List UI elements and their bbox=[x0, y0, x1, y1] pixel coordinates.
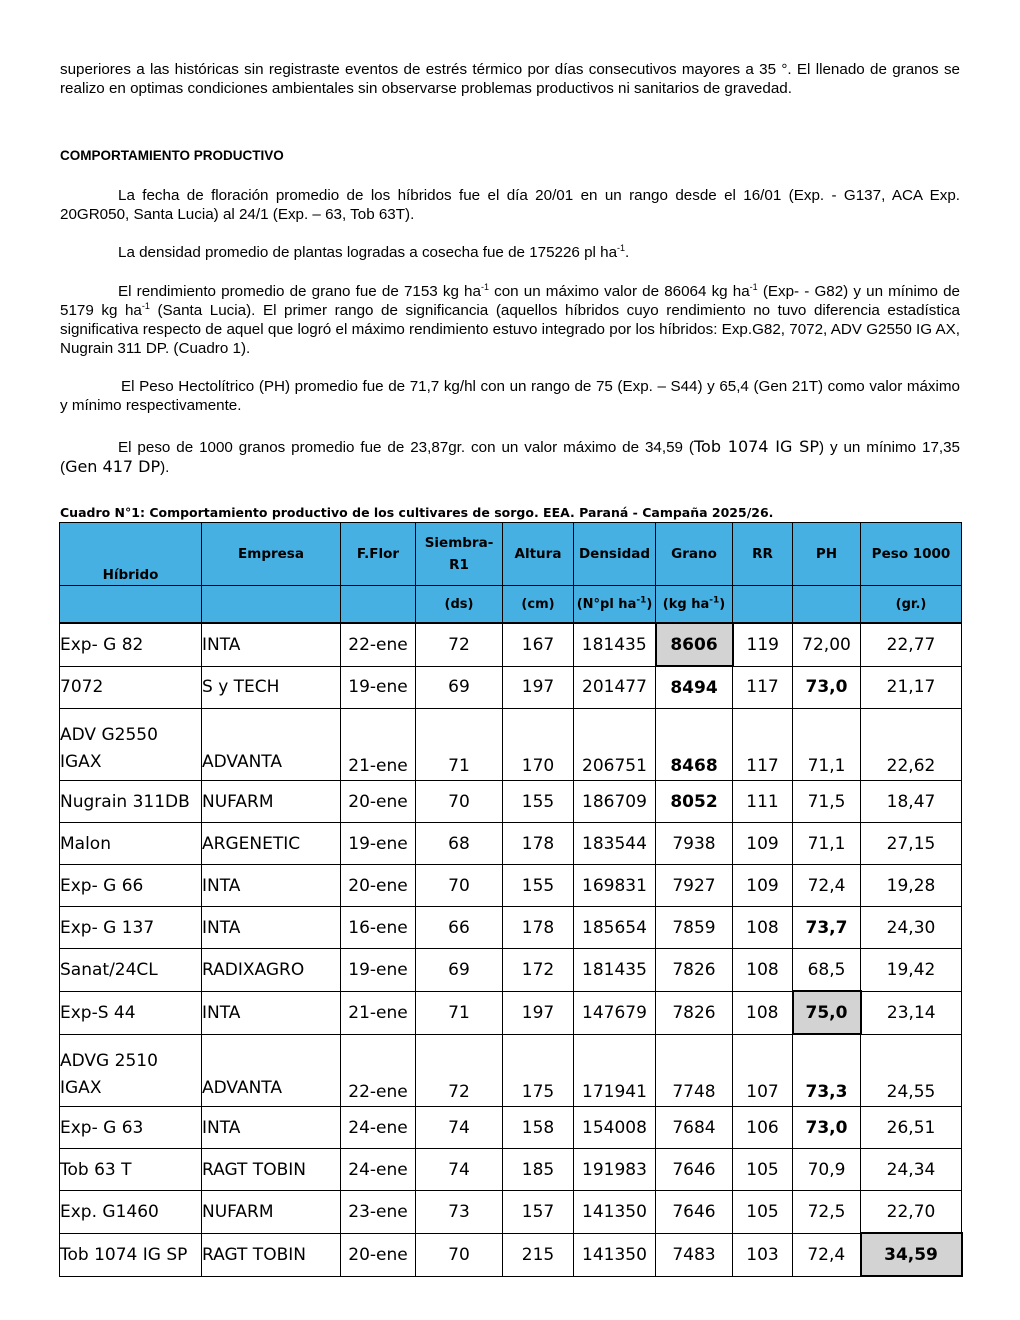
cell-siembra: 74 bbox=[416, 1107, 503, 1149]
cell-peso: 21,17 bbox=[861, 666, 962, 709]
results-table bbox=[59, 522, 963, 1277]
cell-peso: 24,55 bbox=[861, 1034, 962, 1107]
cell-hibrido: Exp- G 137 bbox=[60, 907, 202, 949]
unit-kgha-text: (kg ha bbox=[662, 596, 710, 612]
cell-ph: 68,5 bbox=[793, 949, 861, 992]
cell-empresa: RAGT TOBIN bbox=[202, 1149, 341, 1191]
cell-empresa: INTA bbox=[202, 991, 341, 1034]
cell-peso: 19,42 bbox=[861, 949, 962, 992]
table-row bbox=[60, 1191, 962, 1234]
cell-siembra: 71 bbox=[416, 709, 503, 781]
cell-grano: 7748 bbox=[656, 1034, 733, 1107]
unit-ds: (ds) bbox=[416, 586, 503, 624]
cell-siembra: 69 bbox=[416, 949, 503, 992]
cell-ph: 71,1 bbox=[793, 709, 861, 781]
cell-grano: 8468 bbox=[656, 709, 733, 781]
cell-hibrido: Malon bbox=[60, 823, 202, 865]
cell-ph: 72,5 bbox=[793, 1191, 861, 1234]
cell-ph: 73,3 bbox=[793, 1034, 861, 1107]
table-row bbox=[60, 1233, 962, 1276]
unit-cell bbox=[793, 586, 861, 624]
unit-gr: (gr.) bbox=[861, 586, 962, 624]
cell-rr: 108 bbox=[733, 907, 793, 949]
unit-close: ) bbox=[646, 596, 653, 612]
cell-hibrido: Tob 1074 IG SP bbox=[60, 1233, 202, 1276]
cell-siembra: 71 bbox=[416, 991, 503, 1034]
cell-fflor: 21-ene bbox=[341, 709, 416, 781]
superscript: -1 bbox=[709, 595, 720, 606]
paragraph-peso-e: ). bbox=[160, 459, 170, 476]
cell-altura: 167 bbox=[503, 623, 574, 666]
table-row bbox=[60, 1034, 962, 1107]
cell-empresa: NUFARM bbox=[202, 1191, 341, 1234]
cell-siembra: 72 bbox=[416, 1034, 503, 1107]
cell-peso: 26,51 bbox=[861, 1107, 962, 1149]
cell-ph: 73,0 bbox=[793, 666, 861, 709]
cell-fflor: 22-ene bbox=[341, 1034, 416, 1107]
cell-hibrido: Exp- G 82 bbox=[60, 623, 202, 666]
paragraph-peso-d: Gen 417 DP bbox=[65, 457, 161, 476]
unit-cell bbox=[202, 586, 341, 624]
table-row bbox=[60, 781, 962, 823]
cell-peso: 18,47 bbox=[861, 781, 962, 823]
cell-densidad: 169831 bbox=[574, 865, 656, 907]
cell-empresa: RADIXAGRO bbox=[202, 949, 341, 992]
cell-altura: 197 bbox=[503, 991, 574, 1034]
table-row bbox=[60, 991, 962, 1034]
table-row bbox=[60, 949, 962, 992]
table-row bbox=[60, 666, 962, 709]
header-ph: PH bbox=[793, 523, 861, 586]
cell-empresa: INTA bbox=[202, 907, 341, 949]
cell-grano: 8606 bbox=[656, 623, 733, 666]
cell-altura: 178 bbox=[503, 823, 574, 865]
cell-densidad: 185654 bbox=[574, 907, 656, 949]
cell-hibrido: Exp- G 66 bbox=[60, 865, 202, 907]
paragraph-ph-text: El Peso Hectolítrico (PH) promedio fue de 71,7 kg/hl con un rango de 75 (Exp. – S44) y 65,4 (Gen 21T) como valor máximo y mínimo respectivamente. bbox=[60, 378, 960, 414]
cell-ph: 75,0 bbox=[793, 991, 861, 1034]
header-altura: Altura bbox=[503, 523, 574, 586]
unit-cell bbox=[60, 586, 202, 624]
cell-empresa: S y TECH bbox=[202, 666, 341, 709]
cell-densidad: 147679 bbox=[574, 991, 656, 1034]
cell-hibrido: 7072 bbox=[60, 666, 202, 709]
cell-densidad: 183544 bbox=[574, 823, 656, 865]
paragraph-densidad-end: . bbox=[625, 244, 630, 261]
cell-hibrido: Tob 63 T bbox=[60, 1149, 202, 1191]
cell-hibrido: ADV G2550 IGAX bbox=[60, 709, 202, 781]
table-row bbox=[60, 907, 962, 949]
unit-cell bbox=[341, 586, 416, 624]
cell-densidad: 206751 bbox=[574, 709, 656, 781]
header-rr: RR bbox=[733, 523, 793, 586]
paragraph-peso-hectolitrico bbox=[60, 377, 960, 415]
header-empresa: Empresa bbox=[202, 523, 341, 586]
cell-peso: 24,34 bbox=[861, 1149, 962, 1191]
cell-ph: 71,1 bbox=[793, 823, 861, 865]
table-row bbox=[60, 623, 962, 666]
cell-ph: 73,7 bbox=[793, 907, 861, 949]
cell-siembra: 72 bbox=[416, 623, 503, 666]
cell-hibrido: Exp- G 63 bbox=[60, 1107, 202, 1149]
cell-siembra: 66 bbox=[416, 907, 503, 949]
cell-altura: 157 bbox=[503, 1191, 574, 1234]
cell-grano: 7826 bbox=[656, 949, 733, 992]
cell-peso: 19,28 bbox=[861, 865, 962, 907]
cell-siembra: 69 bbox=[416, 666, 503, 709]
cell-densidad: 181435 bbox=[574, 949, 656, 992]
cell-peso: 22,70 bbox=[861, 1191, 962, 1234]
cell-grano: 7646 bbox=[656, 1149, 733, 1191]
cell-grano: 7938 bbox=[656, 823, 733, 865]
cell-rr: 105 bbox=[733, 1191, 793, 1234]
cell-densidad: 201477 bbox=[574, 666, 656, 709]
cell-densidad: 191983 bbox=[574, 1149, 656, 1191]
cell-rr: 105 bbox=[733, 1149, 793, 1191]
header-peso1000: Peso 1000 bbox=[861, 523, 962, 586]
paragraph-rendimiento-d: (Santa Lucia). El primer rango de significancia (aquellos híbridos cuyo rendimiento no tuvo diferencia estadística significativa respecto de aquel que logró el máximo rendimiento estuvo integrado por los híbridos: Exp.G82, 7072, ADV G2550 IG AX, Nugrain 311 DP. (Cuadro 1). bbox=[60, 302, 960, 357]
unit-plha bbox=[574, 586, 656, 624]
cell-siembra: 74 bbox=[416, 1149, 503, 1191]
cell-densidad: 186709 bbox=[574, 781, 656, 823]
cell-fflor: 24-ene bbox=[341, 1149, 416, 1191]
cell-hibrido: Exp-S 44 bbox=[60, 991, 202, 1034]
section-heading: COMPORTAMIENTO PRODUCTIVO bbox=[60, 148, 284, 163]
superscript: -1 bbox=[636, 595, 647, 606]
cell-fflor: 20-ene bbox=[341, 1233, 416, 1276]
cell-empresa: ADVANTA bbox=[202, 709, 341, 781]
cell-peso: 24,30 bbox=[861, 907, 962, 949]
cell-altura: 155 bbox=[503, 865, 574, 907]
superscript: -1 bbox=[749, 281, 758, 292]
header-fflor: F.Flor bbox=[341, 523, 416, 586]
unit-cm: (cm) bbox=[503, 586, 574, 624]
header-hibrido: Híbrido bbox=[60, 523, 202, 586]
table-caption: Cuadro N°1: Comportamiento productivo de los cultivares de sorgo. EEA. Paraná - Campaña 2025/26. bbox=[60, 505, 774, 520]
cell-rr: 108 bbox=[733, 949, 793, 992]
cell-fflor: 20-ene bbox=[341, 865, 416, 907]
cell-fflor: 22-ene bbox=[341, 623, 416, 666]
cell-fflor: 23-ene bbox=[341, 1191, 416, 1234]
header-grano: Grano bbox=[656, 523, 733, 586]
cell-densidad: 141350 bbox=[574, 1191, 656, 1234]
cell-grano: 7859 bbox=[656, 907, 733, 949]
header-densidad: Densidad bbox=[574, 523, 656, 586]
cell-grano: 7826 bbox=[656, 991, 733, 1034]
cell-fflor: 20-ene bbox=[341, 781, 416, 823]
cell-peso: 22,77 bbox=[861, 623, 962, 666]
cell-ph: 70,9 bbox=[793, 1149, 861, 1191]
cell-densidad: 171941 bbox=[574, 1034, 656, 1107]
cell-empresa: INTA bbox=[202, 865, 341, 907]
paragraph-intro: superiores a las históricas sin registraste eventos de estrés térmico por días consecutivos mayores a 35 °. El llenado de granos se realizo en optimas condiciones ambientales sin observarse problemas productivos ni sanitarios de gravedad. bbox=[60, 61, 960, 97]
cell-densidad: 181435 bbox=[574, 623, 656, 666]
cell-rr: 117 bbox=[733, 666, 793, 709]
cell-fflor: 19-ene bbox=[341, 666, 416, 709]
cell-ph: 72,4 bbox=[793, 865, 861, 907]
cell-altura: 215 bbox=[503, 1233, 574, 1276]
unit-close: ) bbox=[719, 596, 726, 612]
cell-grano: 7927 bbox=[656, 865, 733, 907]
cell-altura: 178 bbox=[503, 907, 574, 949]
superscript: -1 bbox=[480, 281, 489, 292]
cell-siembra: 70 bbox=[416, 865, 503, 907]
cell-grano: 8052 bbox=[656, 781, 733, 823]
paragraph-rendimiento-c: (Exp- - G82) y un mínimo de 5179 kg ha bbox=[60, 283, 960, 319]
table-row bbox=[60, 865, 962, 907]
table-row bbox=[60, 1149, 962, 1191]
cell-rr: 103 bbox=[733, 1233, 793, 1276]
superscript: -1 bbox=[617, 242, 626, 253]
cell-hibrido: ADVG 2510 IGAX bbox=[60, 1034, 202, 1107]
cell-grano: 7483 bbox=[656, 1233, 733, 1276]
cell-altura: 172 bbox=[503, 949, 574, 992]
cell-grano: 8494 bbox=[656, 666, 733, 709]
cell-fflor: 19-ene bbox=[341, 823, 416, 865]
unit-kgha bbox=[656, 586, 733, 624]
cell-fflor: 21-ene bbox=[341, 991, 416, 1034]
paragraph-floracion bbox=[60, 186, 960, 224]
cell-empresa: RAGT TOBIN bbox=[202, 1233, 341, 1276]
table-units-row bbox=[60, 586, 962, 624]
cell-altura: 170 bbox=[503, 709, 574, 781]
paragraph-rendimiento-a: El rendimiento promedio de grano fue de 7153 kg ha bbox=[118, 283, 481, 300]
paragraph-peso-1000 bbox=[60, 437, 960, 477]
cell-empresa: INTA bbox=[202, 623, 341, 666]
cell-rr: 117 bbox=[733, 709, 793, 781]
cell-rr: 106 bbox=[733, 1107, 793, 1149]
cell-fflor: 16-ene bbox=[341, 907, 416, 949]
cell-hibrido: Sanat/24CL bbox=[60, 949, 202, 992]
paragraph-rendimiento bbox=[60, 282, 960, 358]
cell-empresa: ARGENETIC bbox=[202, 823, 341, 865]
table-row bbox=[60, 709, 962, 781]
paragraph-peso-b: Tob 1074 IG SP bbox=[693, 437, 819, 456]
cell-peso: 23,14 bbox=[861, 991, 962, 1034]
cell-ph: 73,0 bbox=[793, 1107, 861, 1149]
cell-siembra: 70 bbox=[416, 1233, 503, 1276]
cell-grano: 7684 bbox=[656, 1107, 733, 1149]
cell-densidad: 154008 bbox=[574, 1107, 656, 1149]
table-header-row bbox=[60, 523, 962, 586]
paragraph-peso-c: ) y un mínimo 17,35 ( bbox=[60, 439, 961, 476]
cell-peso: 22,62 bbox=[861, 709, 962, 781]
cell-rr: 119 bbox=[733, 623, 793, 666]
cell-siembra: 73 bbox=[416, 1191, 503, 1234]
cell-peso: 27,15 bbox=[861, 823, 962, 865]
cell-ph: 71,5 bbox=[793, 781, 861, 823]
cell-empresa: NUFARM bbox=[202, 781, 341, 823]
cell-siembra: 70 bbox=[416, 781, 503, 823]
paragraph-peso-a: El peso de 1000 granos promedio fue de 23,87gr. con un valor máximo de 34,59 ( bbox=[118, 439, 694, 456]
cell-empresa: INTA bbox=[202, 1107, 341, 1149]
cell-altura: 175 bbox=[503, 1034, 574, 1107]
cell-densidad: 141350 bbox=[574, 1233, 656, 1276]
cell-altura: 158 bbox=[503, 1107, 574, 1149]
cell-fflor: 24-ene bbox=[341, 1107, 416, 1149]
paragraph-floracion-text: La fecha de floración promedio de los híbridos fue el día 20/01 en un rango desde el 16/01 (Exp. - G137, ACA Exp. 20GR050, Santa Lucia) al 24/1 (Exp. – 63, Tob 63T). bbox=[60, 187, 960, 223]
cell-grano: 7646 bbox=[656, 1191, 733, 1234]
cell-fflor: 19-ene bbox=[341, 949, 416, 992]
cell-hibrido: Exp. G1460 bbox=[60, 1191, 202, 1234]
cell-rr: 109 bbox=[733, 865, 793, 907]
superscript: -1 bbox=[141, 300, 150, 311]
cell-rr: 111 bbox=[733, 781, 793, 823]
cell-altura: 197 bbox=[503, 666, 574, 709]
cell-rr: 109 bbox=[733, 823, 793, 865]
unit-plha-text: (N°pl ha bbox=[576, 596, 637, 612]
cell-rr: 108 bbox=[733, 991, 793, 1034]
cell-altura: 185 bbox=[503, 1149, 574, 1191]
cell-peso: 34,59 bbox=[861, 1233, 962, 1276]
unit-cell bbox=[733, 586, 793, 624]
paragraph-densidad bbox=[60, 243, 960, 262]
cell-rr: 107 bbox=[733, 1034, 793, 1107]
cell-hibrido: Nugrain 311DB bbox=[60, 781, 202, 823]
cell-siembra: 68 bbox=[416, 823, 503, 865]
cell-empresa: ADVANTA bbox=[202, 1034, 341, 1107]
cell-altura: 155 bbox=[503, 781, 574, 823]
table-row bbox=[60, 1107, 962, 1149]
table-row bbox=[60, 823, 962, 865]
header-siembra: Siembra-R1 bbox=[416, 523, 503, 586]
paragraph-rendimiento-b: con un máximo valor de 86064 kg ha bbox=[488, 283, 750, 300]
cell-ph: 72,4 bbox=[793, 1233, 861, 1276]
cell-ph: 72,00 bbox=[793, 623, 861, 666]
paragraph-densidad-text: La densidad promedio de plantas logradas a cosecha fue de 175226 pl ha bbox=[118, 244, 618, 261]
